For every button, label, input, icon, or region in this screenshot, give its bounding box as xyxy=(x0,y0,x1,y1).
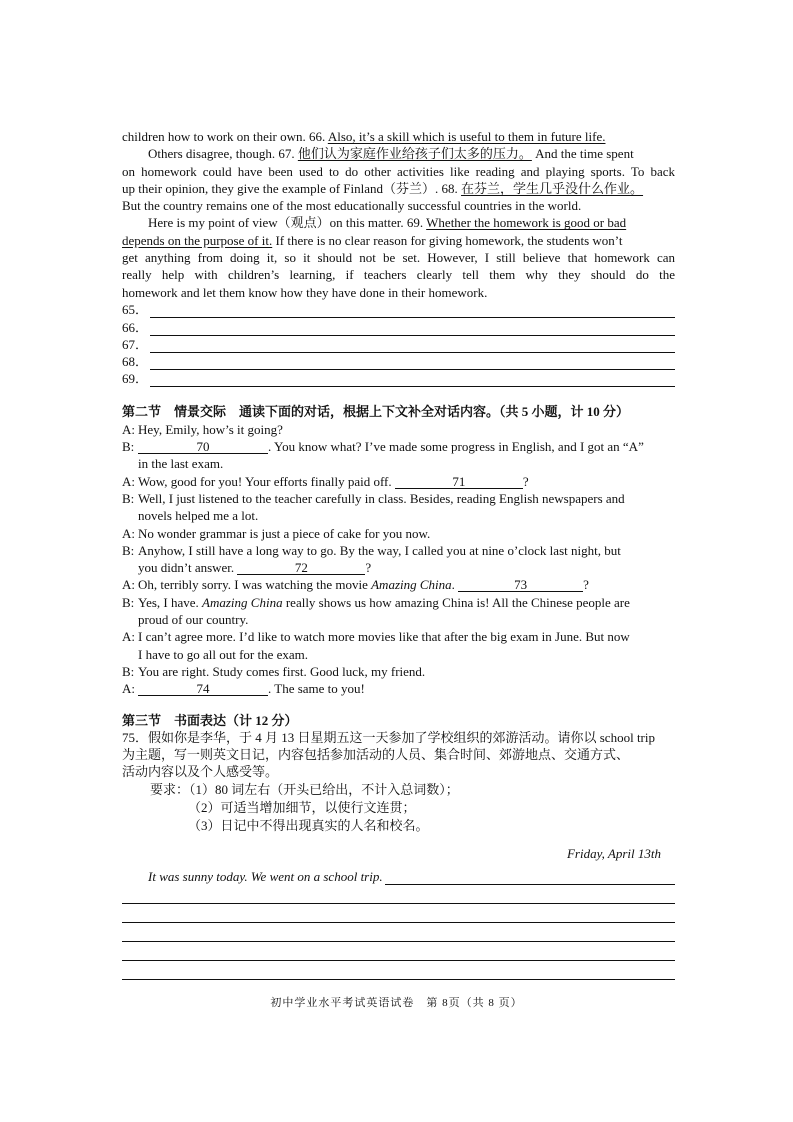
passage-line-5: But the country remains one of the most educationally successful countries in the world. xyxy=(122,198,582,214)
blank-72[interactable]: 72 xyxy=(237,562,365,575)
section-2-heading: 第二节 情景交际 通读下面的对话，根据上下文补全对话内容。（共 5 小题，计 10 分） xyxy=(122,404,630,420)
writing-prompt-line-1: 75．假如你是李华，于 4 月 13 日星期五这一天参加了学校组织的郊游活动。请你以 school trip xyxy=(122,729,655,745)
passage-line-3: on homework could have been used to do other activities like reading and playing sports. To back xyxy=(122,163,675,179)
sentence-67: 他们认为家庭作业给孩子们太多的压力。 xyxy=(297,146,532,162)
requirement-2: （2）可适当增加细节，以使行文连贯； xyxy=(188,799,416,815)
passage-line-8: get anything from doing it, so it should not be set. However, I still believe that homework can xyxy=(122,250,675,266)
dialogue-line-8-cont: proud of our country. xyxy=(138,612,249,628)
answer-line-69[interactable] xyxy=(150,374,675,387)
page-footer: 初中学业水平考试英语试卷 第 8页（共 8 页） xyxy=(270,997,523,1009)
answer-row-66: 66． xyxy=(122,318,675,335)
passage-line-10: homework and let them know how they have done in their homework. xyxy=(122,284,488,300)
exam-page xyxy=(122,128,675,980)
diary-opening: It was sunny today. We went on a school trip. xyxy=(148,868,383,884)
writing-line-2[interactable] xyxy=(122,904,675,923)
passage-line-1: children how to work on their own. 66. Also, it’s a skill which is useful to them in future life. xyxy=(122,129,606,144)
passage-line-9: really help with children’s learning, if teachers clearly tell them why they should do the xyxy=(122,267,675,283)
writing-line-4[interactable] xyxy=(122,942,675,961)
answer-row-65: 65． xyxy=(122,301,675,318)
dialogue-line-4: B: Well, I just listened to the teacher carefully in class. Besides, reading English newspapers and xyxy=(122,490,625,506)
section-3-heading: 第三节 书面表达（计 12 分） xyxy=(122,712,298,728)
passage-line-4: up their opinion, they give the example of Finland（芬兰）. 68. 在芬兰，学生几乎没什么作业。 xyxy=(122,180,644,196)
blank-73[interactable]: 73 xyxy=(458,579,583,592)
diary-start-row xyxy=(122,867,675,885)
blank-70[interactable]: 70 xyxy=(138,441,268,454)
answer-line-66[interactable] xyxy=(150,323,675,336)
blank-71[interactable]: 71 xyxy=(395,476,523,489)
answer-row-67: 67． xyxy=(122,336,675,353)
answer-row-69: 69． xyxy=(122,370,675,387)
dialogue-line-10: B: You are right. Study comes first. Good luck, my friend. xyxy=(122,663,426,679)
dialogue-line-5: A: No wonder grammar is just a piece of cake for you now. xyxy=(122,525,431,541)
answer-row-68: 68． xyxy=(122,353,675,370)
sentence-69: Whether the homework is good or bad xyxy=(426,215,627,231)
dialogue-line-3: A: Wow, good for you! Your efforts finally paid off. 71 ? xyxy=(122,473,529,489)
dialogue-line-4-cont: novels helped me a lot. xyxy=(138,508,259,524)
dialogue-line-8: B: Yes, I have. Amazing China really shows us how amazing China is! All the Chinese people are xyxy=(122,594,630,610)
dialogue-line-7: A: Oh, terribly sorry. I was watching the movie Amazing China. 73 ? xyxy=(122,577,589,593)
dialogue-line-2-cont: in the last exam. xyxy=(138,456,224,472)
diary-date: Friday, April 13th xyxy=(566,845,661,861)
passage-line-7: depends on the purpose of it. If there is no clear reason for giving homework, the students won’t xyxy=(122,232,623,248)
answer-line-65[interactable] xyxy=(150,305,675,318)
dialogue-line-6-cont: you didn’t answer. 72 ? xyxy=(138,560,372,576)
passage-line-6: Here is my point of view（观点）on this matter. 69. Whether the homework is good or bad xyxy=(148,215,627,231)
blank-74[interactable]: 74 xyxy=(138,683,268,696)
writing-line-1[interactable] xyxy=(122,885,675,904)
dialogue-line-9: A: I can’t agree more. I’d like to watch more movies like that after the big exam in June. But now xyxy=(122,629,630,645)
dialogue-line-6: B: Anyhow, I still have a long way to go. By the way, I called you at nine o’clock last night, but xyxy=(122,542,621,558)
writing-line-5[interactable] xyxy=(122,961,675,980)
sentence-68: 在芬兰，学生几乎没什么作业。 xyxy=(461,180,644,196)
dialogue-line-11: A: 74 . The same to you! xyxy=(122,681,365,697)
passage-line-2: Others disagree, though. 67. 他们认为家庭作业给孩子们太多的压力。 And the time spent xyxy=(148,146,634,162)
writing-line-3[interactable] xyxy=(122,923,675,942)
requirement-1: 要求：（1）80 词左右（开头已给出，不计入总词数）； xyxy=(150,781,459,797)
writing-prompt-line-2: 为主题，写一则英文日记，内容包括参加活动的人员、集合时间、郊游地点、交通方式、 xyxy=(122,747,630,763)
writing-line-0[interactable] xyxy=(385,870,675,885)
requirement-3: （3）日记中不得出现真实的人名和校名。 xyxy=(188,817,429,833)
answer-line-68[interactable] xyxy=(150,357,675,370)
dialogue-line-9-cont: I have to go all out for the exam. xyxy=(138,646,309,662)
writing-prompt-line-3: 活动内容以及个人感受等。 xyxy=(122,764,279,780)
sentence-69-cont: depends on the purpose of it. xyxy=(122,232,273,248)
sentence-66: Also, it’s a skill which is useful to them in future life. xyxy=(327,129,606,144)
dialogue-line-2: B: 70 . You know what? I’ve made some progress in English, and I got an “A” xyxy=(122,439,644,455)
answer-line-67[interactable] xyxy=(150,340,675,353)
dialogue-line-1: A: Hey, Emily, how’s it going? xyxy=(122,421,283,437)
